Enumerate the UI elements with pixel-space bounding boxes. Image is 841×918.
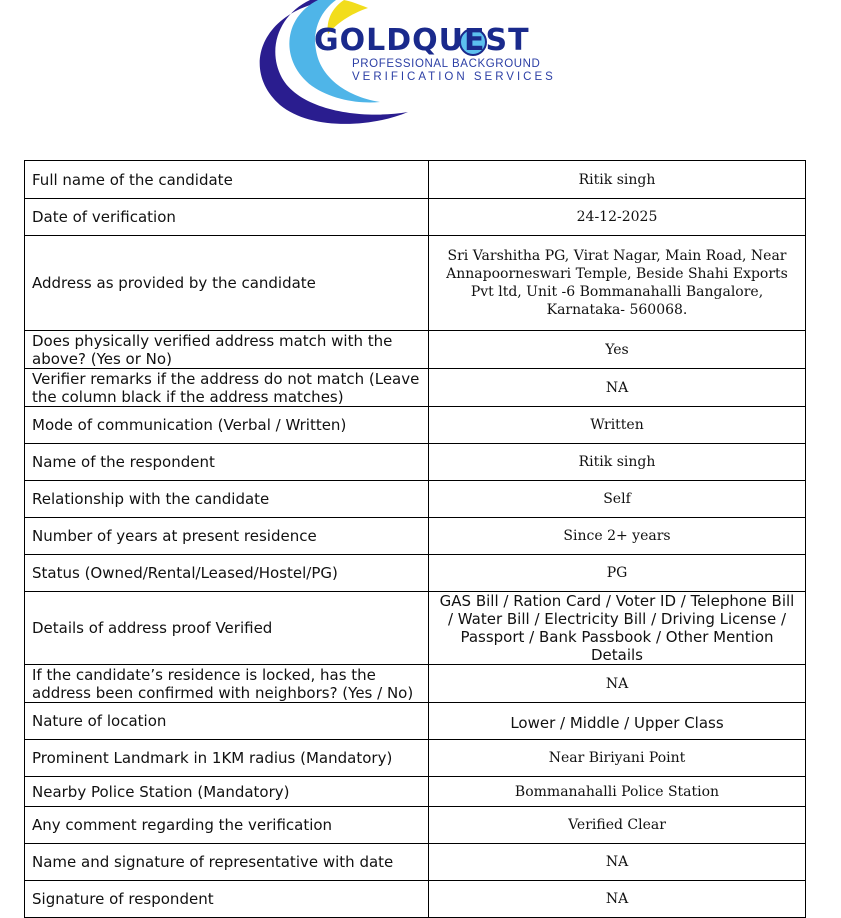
table-row: [25, 236, 806, 331]
table-row: [25, 807, 806, 844]
row-value: PG: [429, 555, 806, 592]
row-value: NA: [429, 369, 806, 407]
table-row: [25, 481, 806, 518]
row-value: GAS Bill / Ration Card / Voter ID / Telephone Bill / Water Bill / Electricity Bill / Driving License / Passport / Bank Passbook / Other Mention Details: [429, 592, 806, 665]
row-value: Self: [429, 481, 806, 518]
table-row: [25, 199, 806, 236]
row-label: Verifier remarks if the address do not match (Leave the column black if the address matches): [25, 369, 429, 407]
row-label: Details of address proof Verified: [25, 592, 429, 665]
row-label: Does physically verified address match with the above? (Yes or No): [25, 331, 429, 369]
row-label: Nearby Police Station (Mandatory): [25, 777, 429, 807]
row-label: Any comment regarding the verification: [25, 807, 429, 844]
row-value: Since 2+ years: [429, 518, 806, 555]
brand-name: GOLDQUEST: [314, 23, 530, 58]
table-row: [25, 444, 806, 481]
row-value: NA: [429, 844, 806, 881]
table-row: [25, 881, 806, 918]
row-label: Mode of communication (Verbal / Written): [25, 407, 429, 444]
row-label: Prominent Landmark in 1KM radius (Mandatory): [25, 740, 429, 777]
row-label: Date of verification: [25, 199, 429, 236]
row-value: 24-12-2025: [429, 199, 806, 236]
row-value: Bommanahalli Police Station: [429, 777, 806, 807]
row-value: NA: [429, 665, 806, 703]
table-row: [25, 703, 806, 740]
table-row: [25, 592, 806, 665]
table-row: [25, 844, 806, 881]
table-row: [25, 555, 806, 592]
row-label: Name of the respondent: [25, 444, 429, 481]
company-logo: [240, 0, 600, 128]
row-value: Written: [429, 407, 806, 444]
table-row: [25, 331, 806, 369]
table-row: [25, 407, 806, 444]
row-label: Relationship with the candidate: [25, 481, 429, 518]
row-value: Ritik singh: [429, 444, 806, 481]
row-label: Name and signature of representative with date: [25, 844, 429, 881]
row-label: Signature of respondent: [25, 881, 429, 918]
row-label: Full name of the candidate: [25, 161, 429, 199]
table-row: [25, 665, 806, 703]
row-value: Verified Clear: [429, 807, 806, 844]
row-value: Sri Varshitha PG, Virat Nagar, Main Road, Near Annapoorneswari Temple, Beside Shahi Exports Pvt ltd, Unit -6 Bommanahalli Bangalore, Karnataka- 560068.: [429, 236, 806, 331]
tagline-line-2: VERIFICATION SERVICES: [352, 71, 556, 83]
row-label: Nature of location: [25, 703, 429, 740]
row-label: Status (Owned/Rental/Leased/Hostel/PG): [25, 555, 429, 592]
table-row: [25, 740, 806, 777]
row-value: NA: [429, 881, 806, 918]
table-row: [25, 518, 806, 555]
table-row: [25, 369, 806, 407]
row-value: Lower / Middle / Upper Class: [429, 703, 806, 740]
row-label: Address as provided by the candidate: [25, 236, 429, 331]
table-row: [25, 777, 806, 807]
verification-form-table: [24, 160, 806, 918]
row-value: Yes: [429, 331, 806, 369]
tagline-line-1: PROFESSIONAL BACKGROUND: [352, 58, 541, 70]
row-value: Ritik singh: [429, 161, 806, 199]
table-row: [25, 161, 806, 199]
row-value: Near Biriyani Point: [429, 740, 806, 777]
row-label: If the candidate’s residence is locked, has the address been confirmed with neighbors? (Yes / No): [25, 665, 429, 703]
row-label: Number of years at present residence: [25, 518, 429, 555]
